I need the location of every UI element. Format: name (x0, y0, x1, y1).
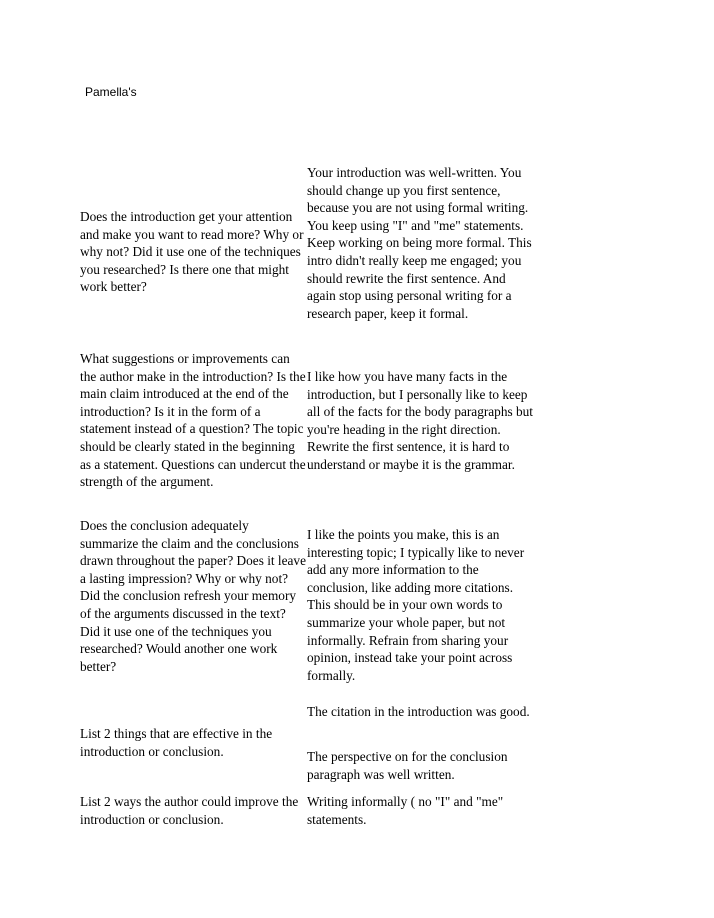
answer-3: I like the points you make, this is an interesting topic; I typically like to never add any more information to the conclusion, like adding more citations. This should be in your own words to summarize your whole paper, but not informally. Refrain from sharing your opinion, instead take your point across formally. (307, 527, 525, 683)
answer-4b: The perspective on for the conclusion paragraph was well written. (307, 749, 508, 782)
reviewee-name: Pamella's (85, 85, 137, 99)
question-3: Does the conclusion adequately summarize the claim and the conclusions drawn throughout the paper? Does it leave a lasting impression? Why or why not? Did the conclusion refresh your memory of the arguments discussed in the text? Did it use one of the techniques you researched? Would another one work better? (80, 518, 306, 674)
answer-2: I like how you have many facts in the introduction, but I personally like to keep all of the facts for the body paragraphs but you're heading in the right direction. Rewrite the first sentence, it is hard to understand or maybe it is the grammar. (307, 369, 533, 472)
question-2: What suggestions or improvements can the author make in the introduction? Is the main claim introduced at the end of the introduction? Is it in the form of a statement instead of a question? The topic should be clearly stated in the beginning as a statement. Questions can undercut the strength of the argument. (80, 351, 306, 490)
question-5: List 2 ways the author could improve the introduction or conclusion. (80, 794, 299, 827)
answer-1: Your introduction was well-written. You should change up you first sentence, because you are not using formal writing. You keep using "I" and "me" statements. Keep working on being more formal. This intro didn't really keep me engaged; you should rewrite the first sentence. And again stop using personal writing for a research paper, keep it formal. (307, 165, 532, 321)
question-4: List 2 things that are effective in the introduction or conclusion. (80, 726, 273, 759)
question-1: Does the introduction get your attention and make you want to read more? Why or why not? Did it use one of the techniques you researched? Is there one that might work better? (80, 209, 304, 295)
answer-4a: The citation in the introduction was good. (307, 704, 530, 719)
answer-5: Writing informally ( no "I" and "me" statements. (307, 794, 504, 827)
